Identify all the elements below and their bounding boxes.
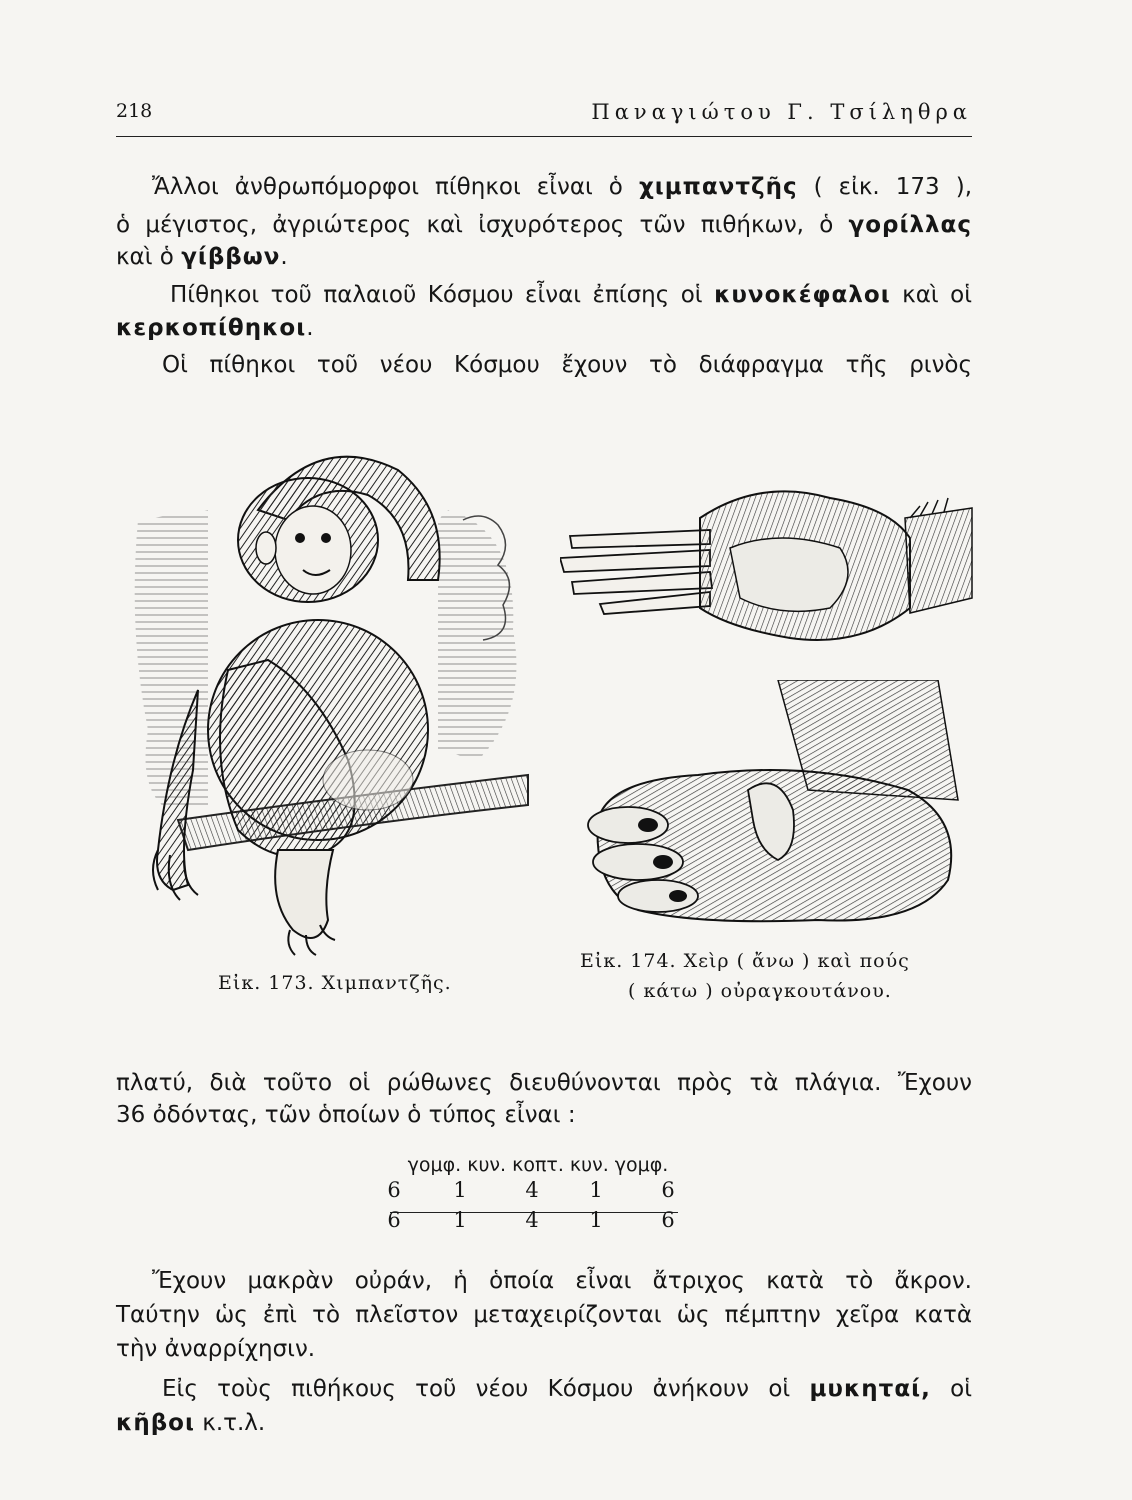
text-line: Ἄλλοι ἀνθρωπόμορφοι πίθηκοι εἶναι ὁ χιμπαντζῆς ( εἰκ. 173 ), <box>152 174 973 200</box>
dental-formula <box>378 1154 698 1236</box>
text-line: Πίθηκοι τοῦ παλαιοῦ Κόσμου εἶναι ἐπίσης οἱ κυνοκέφαλοι καὶ οἱ <box>170 282 972 308</box>
bold-term: γορίλλας <box>848 212 972 238</box>
text-line: Ἔχουν μακρὰν οὐράν, ἡ ὁποία εἶναι ἄτριχος κατὰ τὸ ἄκρον. <box>152 1268 972 1294</box>
text-line: ὁ μέγιστος, ἀγριώτερος καὶ ἰσχυρότερος τῶν πιθήκων, ὁ γορίλλας <box>116 212 972 238</box>
figure-174-hand <box>560 478 975 658</box>
chimpanzee-illustration <box>118 430 538 970</box>
bold-term: κῆβοι <box>116 1410 195 1436</box>
text-line: καὶ ὁ γίββων. <box>116 244 288 270</box>
running-title: Παναγιώτου Γ. Τσίληθρα <box>591 100 972 124</box>
text-line: Οἱ πίθηκοι τοῦ νέου Κόσμου ἔχουν τὸ διάφραγμα τῆς ρινὸς <box>162 352 972 378</box>
formula-lower-row: 6 1 4 1 6 <box>387 1208 675 1232</box>
figure-174-caption-line1: Εἰκ. 174. Χεὶρ ( ἄνω ) καὶ πούς <box>580 950 910 972</box>
bold-term: κερκοπίθηκοι <box>116 315 307 341</box>
text-line: 36 ὀδόντας, τῶν ὁποίων ὁ τύπος εἶναι : <box>116 1102 576 1128</box>
figure-173-caption: Εἰκ. 173. Χιμπαντζῆς. <box>218 972 452 994</box>
bold-term: κυνοκέφαλοι <box>714 282 891 308</box>
text-line: κῆβοι κ.τ.λ. <box>116 1410 266 1436</box>
text-line: Ταύτην ὡς ἐπὶ τὸ πλεῖστον μεταχειρίζονται ὡς πέμπτην χεῖρα κατὰ <box>116 1302 972 1328</box>
orangutan-hand-illustration <box>560 478 975 658</box>
figure-174-caption-line2: ( κάτω ) οὐραγκουτάνου. <box>628 980 892 1002</box>
text-line: Εἰς τοὺς πιθήκους τοῦ νέου Κόσμου ἀνήκουν οἱ μυκηταί, οἱ <box>162 1376 972 1402</box>
formula-upper-row: 6 1 4 1 6 <box>387 1178 675 1202</box>
orangutan-foot-illustration <box>578 680 973 930</box>
text-line: κερκοπίθηκοι. <box>116 315 314 341</box>
bold-term: χιμπαντζῆς <box>638 174 798 200</box>
bold-term: γίββων <box>181 244 281 270</box>
text-line: πλατύ, διὰ τοῦτο οἱ ρώθωνες διευθύνονται πρὸς τὰ πλάγια. Ἔχουν <box>116 1070 972 1096</box>
formula-labels: γομφ. κυν. κοπτ. κυν. γομφ. <box>407 1154 669 1176</box>
page-number: 218 <box>116 100 153 122</box>
bold-term: μυκηταί, <box>809 1376 931 1402</box>
figure-174-foot <box>578 680 973 930</box>
figure-173 <box>118 430 538 970</box>
page-header <box>116 96 972 137</box>
text-line: τὴν ἀναρρίχησιν. <box>116 1336 316 1362</box>
